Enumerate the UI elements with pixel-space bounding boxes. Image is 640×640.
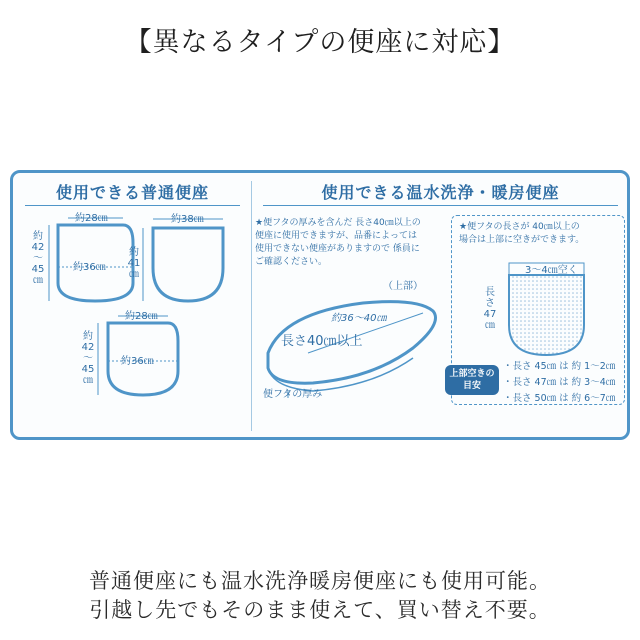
shape1-top-dim: 約28㎝ — [75, 213, 108, 224]
washlet-seat-title: 使用できる温水洗浄・暖房便座 — [263, 179, 618, 206]
shape1-width-dim: 約36㎝ — [73, 262, 106, 273]
gap-table — [503, 359, 615, 407]
shape3-top-dim: 約28㎝ — [125, 311, 158, 322]
gap-length-dim: 長 さ 47 ㎝ — [483, 287, 497, 331]
compatibility-panel — [10, 170, 630, 440]
shape3-height-dim: 約 42 〜 45 ㎝ — [81, 331, 95, 386]
gap-note: ★便フタの長さが 40㎝以上の 場合は上部に空きができます。 — [459, 222, 585, 245]
gap-row: ・長さ 50㎝ は 約 6〜7㎝ — [503, 393, 616, 404]
gap-label: 3〜4㎝空く — [525, 265, 578, 276]
footer-line-1: 普通便座にも温水洗浄暖房便座にも使用可能。 — [89, 569, 551, 593]
footer-line-2: 引越し先でもそのまま使えて、買い替え不要。 — [89, 598, 551, 622]
shape2-height-dim: 約 41 ㎝ — [127, 247, 141, 280]
shape1-height-dim: 約 42 〜 45 ㎝ — [31, 231, 45, 286]
gap-row: ・長さ 45㎝ は 約 1〜2㎝ — [503, 361, 616, 372]
standard-seat-title: 使用できる普通便座 — [25, 179, 240, 206]
d-seat-shape — [143, 219, 223, 301]
standard-seat-diagrams — [13, 173, 253, 443]
page-heading: 【異なるタイプの便座に対応】 — [124, 27, 516, 58]
shape2-top-dim: 約38㎝ — [171, 214, 204, 225]
shape3-width-dim: 約36㎝ — [121, 356, 154, 367]
lid-thickness-label: 便フタの厚み — [263, 389, 323, 400]
lid-width-dim: 約36〜40㎝ — [331, 313, 387, 324]
lid-length-dim: 長さ40㎝以上 — [281, 334, 363, 349]
round-seat-shape — [49, 218, 133, 301]
lid-top-label: （上部） — [383, 281, 423, 292]
lid-note: ★便フタの厚みを含んだ 長さ40㎝以上の 便座に使用できますが、品番によっては 使用できない便座がありますので 係員に ご確認ください。 — [255, 218, 421, 267]
gap-guide-badge: 上部空きの 目安 — [445, 365, 499, 395]
gap-row: ・長さ 47㎝ は 約 3〜4㎝ — [503, 377, 616, 388]
